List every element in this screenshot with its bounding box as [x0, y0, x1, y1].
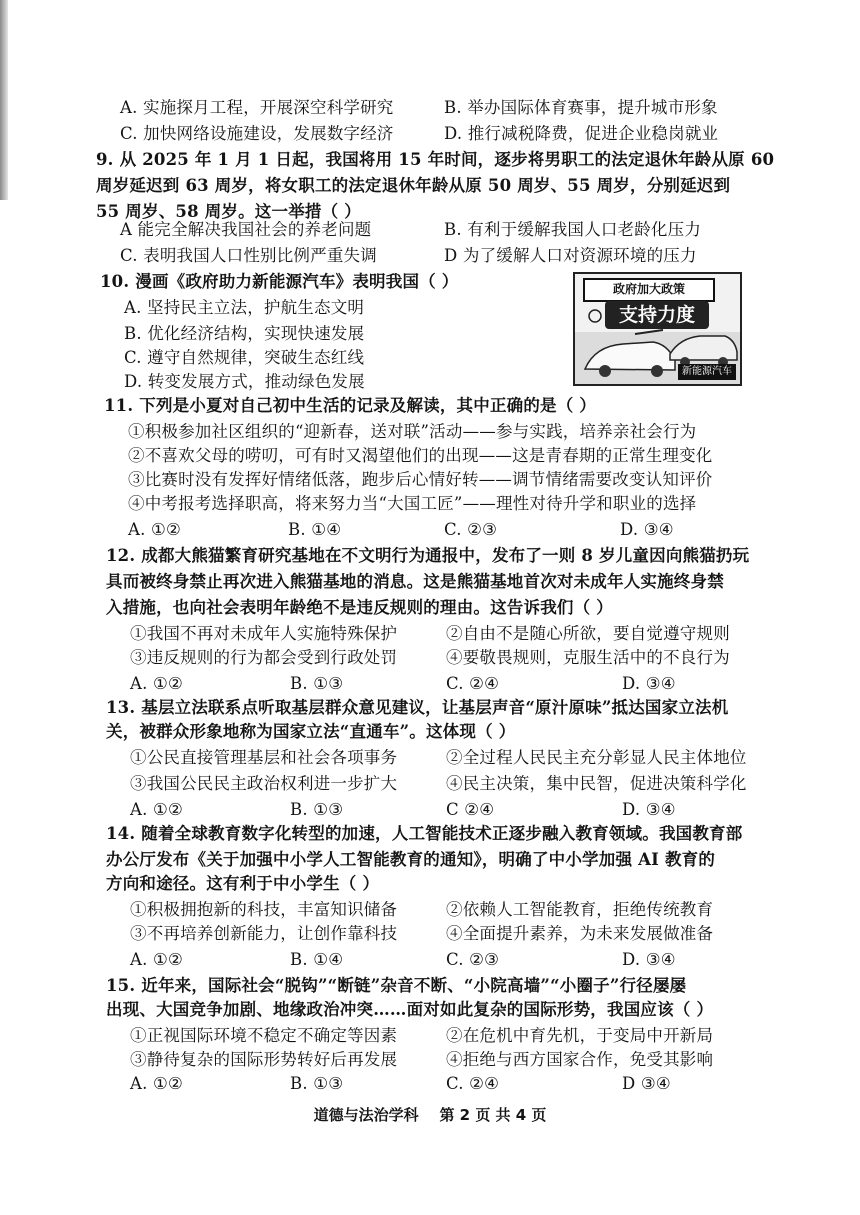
q10-stem: 10. 漫画《政府助力新能源汽车》表明我国（ ）	[100, 272, 459, 291]
q9-option-c: C. 表明我国人口性别比例严重失调	[120, 246, 377, 265]
q10-option-b: B. 优化经济结构，实现快速发展	[124, 324, 365, 343]
q13-stem-line2: 关，被群众形象地称为国家立法“直通车”。这体现（ ）	[106, 722, 516, 741]
q15-stem-line1: 15. 近年来，国际社会“脱钩”“断链”杂音不断、“小院高墙”“小圈子”行径屡屡	[106, 976, 687, 995]
q12-stem-line3: 入措施，也向社会表明年龄绝不是违反规则的理由。这告诉我们（ ）	[106, 598, 613, 617]
new-energy-car-cartoon	[573, 272, 742, 386]
q13-option-a: A. ①②	[130, 800, 183, 819]
q14-option-a: A. ①②	[130, 950, 183, 969]
q14-option-b: B. ①④	[290, 950, 344, 969]
q9-stem-line3: 55 周岁、58 周岁。这一举措（ ）	[96, 202, 361, 221]
cartoon-banner: 支持力度	[605, 301, 709, 329]
q15-option-b: B. ①③	[290, 1074, 344, 1093]
q13-statement-1: ①公民直接管理基层和社会各项事务	[130, 748, 398, 767]
q15-option-a: A. ①②	[130, 1074, 183, 1093]
q9-stem-line1: 9. 从 2025 年 1 月 1 日起，我国将用 15 年时间，逐步将男职工的法定退休年龄从原 60	[96, 150, 775, 169]
q8-option-c: C. 加快网络设施建设，发展数字经济	[120, 124, 394, 143]
q10-option-d: D. 转变发展方式，推动绿色发展	[124, 372, 365, 391]
q12-statement-2: ②自由不是随心所欲，要自觉遵守规则	[446, 624, 730, 643]
q15-statement-3: ③静待复杂的国际形势转好后再发展	[130, 1050, 398, 1069]
q13-statement-3: ③我国公民民主政治权利进一步扩大	[130, 774, 398, 793]
cartoon-title: 政府加大政策	[583, 278, 715, 302]
q13-option-d: D. ③④	[622, 800, 676, 819]
q14-stem-line3: 方向和途径。这有利于中小学生（ ）	[106, 874, 380, 893]
q15-option-d: D ③④	[622, 1074, 671, 1093]
q14-statement-3: ③不再培养创新能力，让创作靠科技	[130, 924, 398, 943]
q14-statement-4: ④全面提升素养，为未来发展做准备	[446, 924, 714, 943]
q13-option-b: B. ①③	[290, 800, 344, 819]
q11-statement-2: ②不喜欢父母的唠叨，可有时又渴望他们的出现——这是青春期的正常生理变化	[128, 446, 713, 465]
q14-option-c: C. ②③	[446, 950, 500, 969]
q11-option-b: B. ①④	[288, 520, 342, 539]
q9-option-a: A 能完全解决我国社会的养老问题	[120, 220, 372, 239]
q8-option-d: D. 推行减税降费，促进企业稳岗就业	[444, 124, 719, 143]
cartoon-tag: 新能源汽车	[678, 364, 736, 380]
q9-option-b: B. 有利于缓解我国人口老龄化压力	[444, 220, 702, 239]
q11-stem: 11. 下列是小夏对自己初中生活的记录及解读，其中正确的是（ ）	[104, 396, 597, 415]
q12-option-d: D. ③④	[622, 674, 676, 693]
q11-option-c: C. ②③	[444, 520, 498, 539]
q12-stem-line2: 具而被终身禁止再次进入熊猫基地的消息。这是熊猫基地首次对未成年人实施终身禁	[106, 572, 724, 591]
q11-option-a: A. ①②	[128, 520, 181, 539]
q12-stem-line1: 12. 成都大熊猫繁育研究基地在不文明行为通报中，发布了一则 8 岁儿童因向熊猫扔玩	[106, 546, 750, 565]
q15-statement-4: ④拒绝与西方国家合作，免受其影响	[446, 1050, 714, 1069]
q14-statement-2: ②依赖人工智能教育，拒绝传统教育	[446, 900, 714, 919]
page-footer: 道德与法治学科 第 2 页 共 4 页	[313, 1106, 547, 1124]
q11-statement-4: ④中考报考选择职高，将来努力当“大国工匠”——理性对待升学和职业的选择	[128, 494, 697, 513]
q13-statement-2: ②全过程人民民主充分彰显人民主体地位	[446, 748, 747, 767]
q11-statement-3: ③比赛时没有发挥好情绪低落，跑步后心情好转——调节情绪需要改变认知评价	[128, 470, 713, 489]
q12-option-b: B. ①③	[290, 674, 344, 693]
q12-statement-4: ④要敬畏规则，克服生活中的不良行为	[446, 648, 730, 667]
q9-option-d: D 为了缓解人口对资源环境的压力	[444, 246, 697, 265]
q12-statement-3: ③违反规则的行为都会受到行政处罚	[130, 648, 398, 667]
q8-option-b: B. 举办国际体育赛事，提升城市形象	[444, 98, 718, 117]
q10-option-a: A. 坚持民主立法，护航生态文明	[124, 298, 365, 317]
q13-statement-4: ④民主决策，集中民智，促进决策科学化	[446, 774, 747, 793]
q11-option-d: D. ③④	[620, 520, 674, 539]
q8-option-a: A. 实施探月工程，开展深空科学研究	[120, 98, 394, 117]
q15-statement-1: ①正视国际环境不稳定不确定等因素	[130, 1026, 398, 1045]
q14-option-d: D. ③④	[622, 950, 676, 969]
q12-statement-1: ①我国不再对未成年人实施特殊保护	[130, 624, 398, 643]
q15-stem-line2: 出现、大国竞争加剧、地缘政治冲突……面对如此复杂的国际形势，我国应该（ ）	[106, 1000, 714, 1019]
q15-statement-2: ②在危机中育先机，于变局中开新局	[446, 1026, 714, 1045]
q12-option-c: C. ②④	[446, 674, 500, 693]
q13-stem-line1: 13. 基层立法联系点听取基层群众意见建议，让基层声音“原汁原味”抵达国家立法机	[106, 698, 729, 717]
q13-option-c: C ②④	[446, 800, 495, 819]
q12-option-a: A. ①②	[130, 674, 183, 693]
q14-statement-1: ①积极拥抱新的科技，丰富知识储备	[130, 900, 398, 919]
q15-option-c: C. ②④	[446, 1074, 500, 1093]
q14-stem-line2: 办公厅发布《关于加强中小学人工智能教育的通知》，明确了中小学加强 AI 教育的	[106, 850, 716, 869]
q10-option-c: C. 遵守自然规律，突破生态红线	[124, 348, 365, 367]
q9-stem-line2: 周岁延迟到 63 周岁，将女职工的法定退休年龄从原 50 周岁、55 周岁，分别延迟到	[96, 176, 731, 195]
q11-statement-1: ①积极参加社区组织的“迎新春，送对联”活动——参与实践，培养亲社会行为	[128, 422, 697, 441]
q14-stem-line1: 14. 随着全球教育数字化转型的加速，人工智能技术正逐步融入教育领域。我国教育部	[106, 824, 743, 843]
